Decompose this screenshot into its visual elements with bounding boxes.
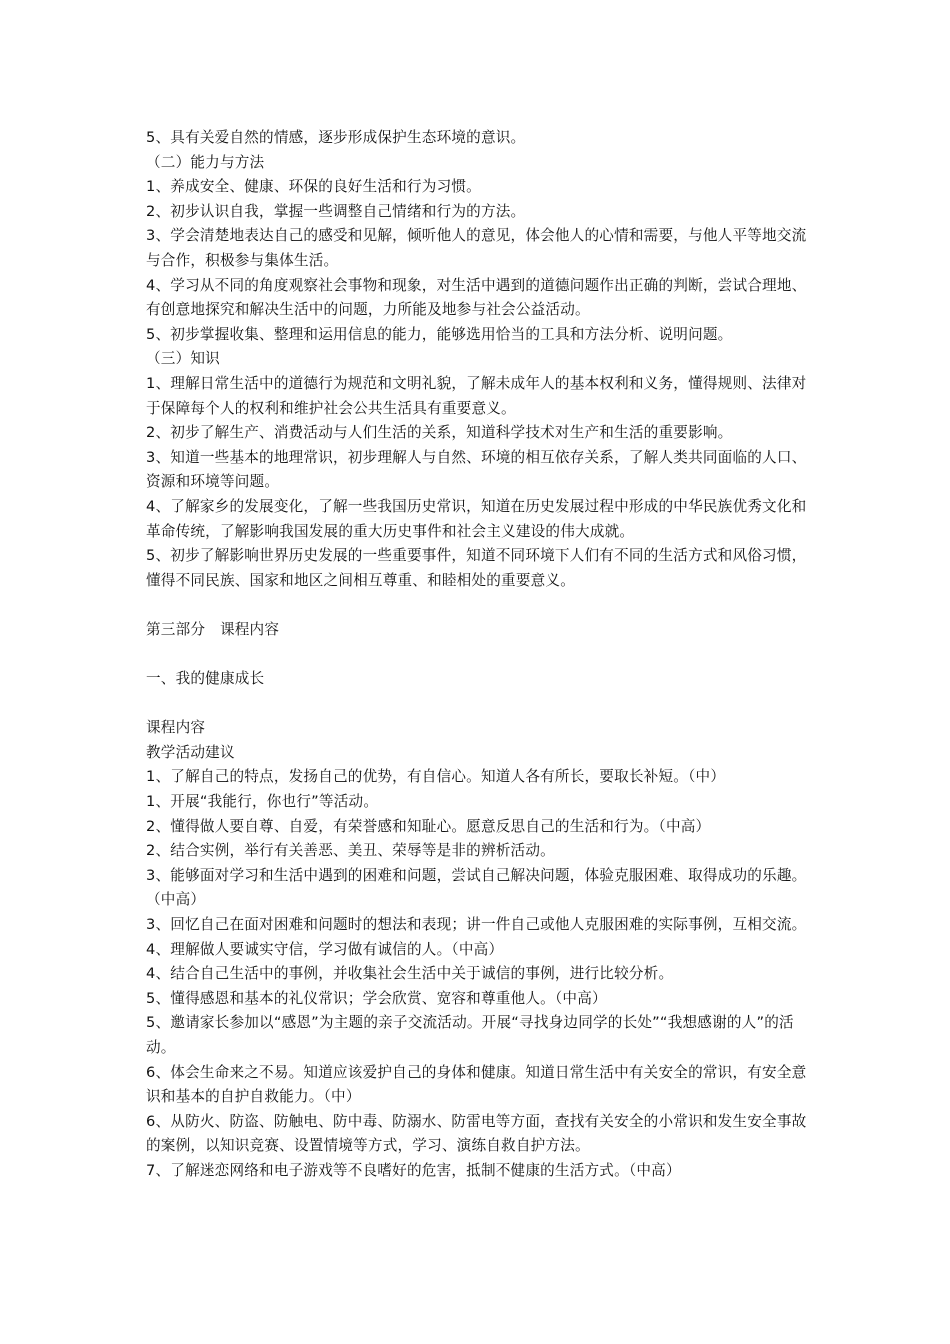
content-item: 7、了解迷恋网络和电子游戏等不良嗜好的危害，抵制不健康的生活方式。（中高）: [146, 1161, 681, 1179]
goal-line: 1、理解日常生活中的道德行为规范和文明礼貌，了解未成年人的基本权利和义务，懂得规则、法律对于保障每个人的权利和维护社会公共生活具有重要意义。: [146, 374, 807, 417]
goal-line: 5、具有关爱自然的情感，逐步形成保护生态环境的意识。: [146, 129, 526, 146]
goal-line: 1、养成安全、健康、环保的良好生活和行为习惯。: [146, 178, 481, 196]
activity-item: 1、开展“我能行，你也行”等活动。: [146, 793, 379, 811]
content-item: 4、理解做人要诚实守信，学习做有诚信的人。（中高）: [146, 940, 504, 958]
content-item: 3、能够面对学习和生活中遇到的困难和问题，尝试自己解决问题，体验克服困难、取得成功的乐趣。（中高）: [146, 866, 807, 909]
goal-line: 2、初步了解生产、消费活动与人们生活的关系，知道科学技术对生产和生活的重要影响。: [146, 424, 733, 442]
goal-line: 4、了解家乡的发展变化，了解一些我国历史常识，知道在历史发展过程中形成的中华民族优秀文化和革命传统，了解影响我国发展的重大历史事件和社会主义建设的伟大成就。: [146, 497, 807, 540]
activity-item: 5、邀请家长参加以“感恩”为主题的亲子交流活动。开展“寻找身边同学的长处”“我想感谢的人”的活动。: [146, 1014, 794, 1056]
part-title: 第三部分 课程内容: [146, 620, 280, 638]
activity-item: 6、从防火、防盗、防触电、防中毒、防溺水、防雷电等方面，查找有关安全的小常识和发生安全事故的案例，以知识竞赛、设置情境等方式，学习、演练自救自护方法。: [146, 1112, 807, 1155]
section-title: 一、我的健康成长: [146, 670, 265, 688]
spacer: [146, 642, 811, 667]
goal-line: 5、初步掌握收集、整理和运用信息的能力，能够选用恰当的工具和方法分析、说明问题。: [146, 325, 733, 343]
goal-line: 2、初步认识自我，掌握一些调整自己情绪和行为的方法。: [146, 202, 526, 220]
spacer: [146, 593, 811, 618]
content-item: 1、了解自己的特点，发扬自己的优势，有自信心。知道人各有所长，要取长补短。（中）: [146, 768, 726, 786]
goal-line: 5、初步了解影响世界历史发展的一些重要事件，知道不同环境下人们有不同的生活方式和风俗习惯，懂得不同民族、国家和地区之间相互尊重、和睦相处的重要意义。: [146, 547, 807, 589]
content-header: 课程内容: [146, 719, 206, 737]
goal-line: 3、学会清楚地表达自己的感受和见解，倾听他人的意见，体会他人的心情和需要，与他人平等地交流与合作，积极参与集体生活。: [146, 227, 807, 269]
content-item: 2、懂得做人要自尊、自爱，有荣誉感和知耻心。愿意反思自己的生活和行为。（中高）: [146, 817, 711, 835]
spacer: [146, 692, 811, 717]
goal-line: 4、学习从不同的角度观察社会事物和现象，对生活中遇到的道德问题作出正确的判断，尝试合理地、有创意地探究和解决生活中的问题，力所能及地参与社会公益活动。: [146, 276, 807, 319]
document-body: [146, 126, 811, 1184]
subsection-heading: （二）能力与方法: [146, 153, 265, 171]
content-item: 5、懂得感恩和基本的礼仪常识；学会欣赏、宽容和尊重他人。（中高）: [146, 989, 607, 1007]
activity-item: 4、结合自己生活中的事例，并收集社会生活中关于诚信的事例，进行比较分析。: [146, 965, 674, 983]
activity-header: 教学活动建议: [146, 743, 235, 761]
goal-line: 3、知道一些基本的地理常识，初步理解人与自然、环境的相互依存关系，了解人类共同面临的人口、资源和环境等问题。: [146, 448, 807, 491]
activity-item: 2、结合实例，举行有关善恶、美丑、荣辱等是非的辨析活动。: [146, 842, 555, 860]
subsection-heading: （三）知识: [146, 350, 220, 368]
content-item: 6、体会生命来之不易。知道应该爱护自己的身体和健康。知道日常生活中有关安全的常识，有安全意识和基本的自护自救能力。（中）: [146, 1063, 807, 1106]
activity-item: 3、回忆自己在面对困难和问题时的想法和表现；讲一件自己或他人克服困难的实际事例，互相交流。: [146, 916, 807, 933]
